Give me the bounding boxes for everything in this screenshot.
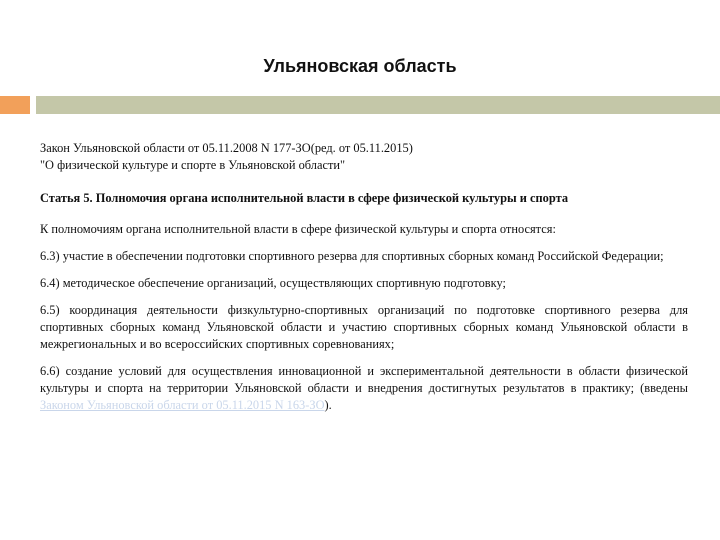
article-heading: Статья 5. Полномочия органа исполнительной власти в сфере физической культуры и спорта (40, 191, 569, 205)
divider-bar (36, 96, 720, 114)
law-title: "О физической культуре и спорте в Ульяновской области" (40, 158, 346, 172)
slide-title: Ульяновская область (263, 56, 457, 76)
intro-paragraph: К полномочиям органа исполнительной власти в сфере физической культуры и спорта относятся: (40, 222, 556, 236)
item-6-6 (40, 363, 688, 414)
law-amendment-link[interactable]: Законом Ульяновской области от 05.11.2015 N 163-ЗО (40, 398, 325, 412)
law-reference: Закон Ульяновской области от 05.11.2008 N 177-ЗО(ред. от 05.11.2015) (40, 141, 413, 155)
title-divider (0, 96, 720, 114)
item-6-4: 6.4) методическое обеспечение организаций, осуществляющих спортивную подготовку; (40, 276, 506, 290)
item-6-5: 6.5) координация деятельности физкультурно-спортивных организаций по подготовке спортивного резерва для спортивных сборных команд Ульяновской области и участию спортивных сборных команд Ульяновской области в межрегиональных и во всероссийских спортивных соревнованиях; (40, 303, 688, 351)
item-6-3: 6.3) участие в обеспечении подготовки спортивного резерва для спортивных сборных команд Российской Федерации; (40, 249, 664, 263)
document-body (40, 140, 688, 414)
item-6-6-text: 6.6) создание условий для осуществления инновационной и экспериментальной деятельности в области физической культуры и спорта на территории Ульяновской области и внедрения достигнутых результатов в практику; (введены (40, 364, 688, 395)
divider-accent-block (0, 96, 30, 114)
item-6-6-end: ). (324, 398, 332, 412)
